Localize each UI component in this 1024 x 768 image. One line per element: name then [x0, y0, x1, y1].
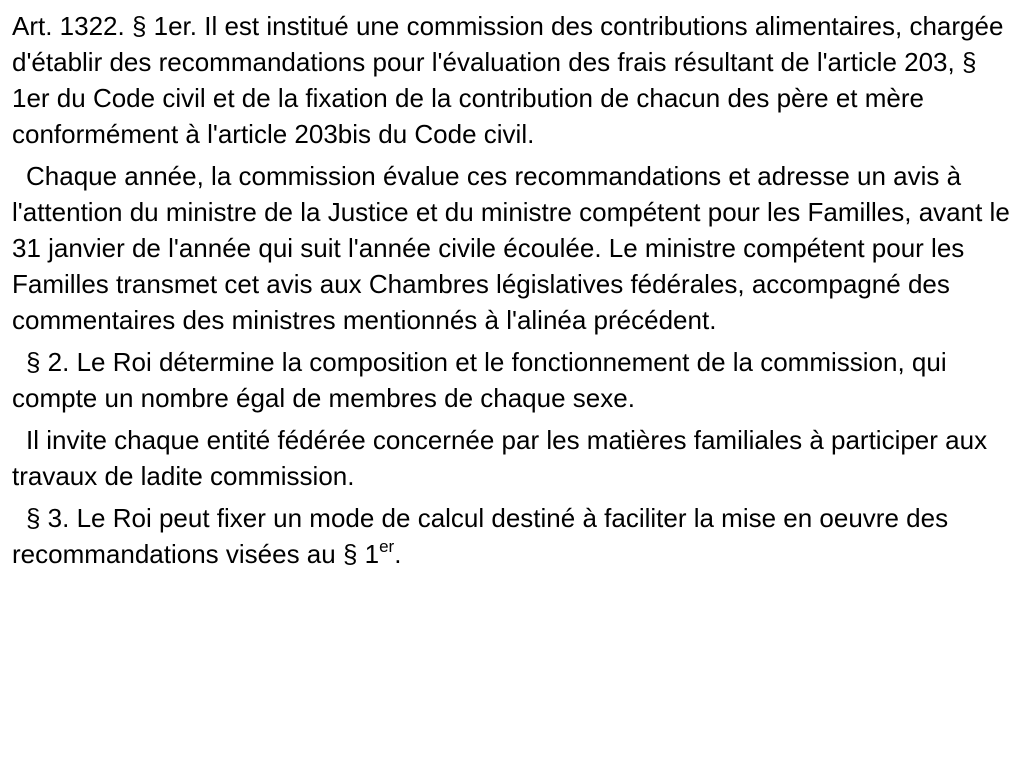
paragraph-sec-3-text: § 3. Le Roi peut fixer un mode de calcul destiné à faciliter la mise en oeuvre des recommandations visées au § 1: [12, 503, 949, 569]
paragraph-sec-3-period: .: [394, 539, 402, 569]
superscript-er: er: [379, 537, 395, 556]
paragraph-art-1322-sec-1: Art. 1322. § 1er. Il est institué une commission des contributions alimentaires, chargée d'établir des recommandations pour l'évaluation des frais résultant de l'article 203, § 1er du Code civil et de la fixation de la contribution de chacun des père et mère conformément à l'article 203bis du Code civil.: [12, 11, 1004, 149]
paragraph-sec-2-composition: § 2. Le Roi détermine la composition et le fonctionnement de la commission, qui compte un nombre égal de membres de chaque sexe.: [12, 347, 947, 413]
legal-text-slide: [12, 8, 1012, 760]
paragraph-federated-entities: Il invite chaque entité fédérée concernée par les matières familiales à participer aux travaux de ladite commission.: [12, 425, 988, 491]
paragraph-annual-evaluation: Chaque année, la commission évalue ces recommandations et adresse un avis à l'attention du ministre de la Justice et du ministre compétent pour les Familles, avant le 31 janvier de l'année qui suit l'année civile écoulée. Le ministre compétent pour les Familles transmet cet avis aux Chambres législatives fédérales, accompagné des commentaires des ministres mentionnés à l'alinéa précédent.: [12, 161, 1010, 335]
paragraph-sec-3-calculation: [12, 500, 1012, 572]
